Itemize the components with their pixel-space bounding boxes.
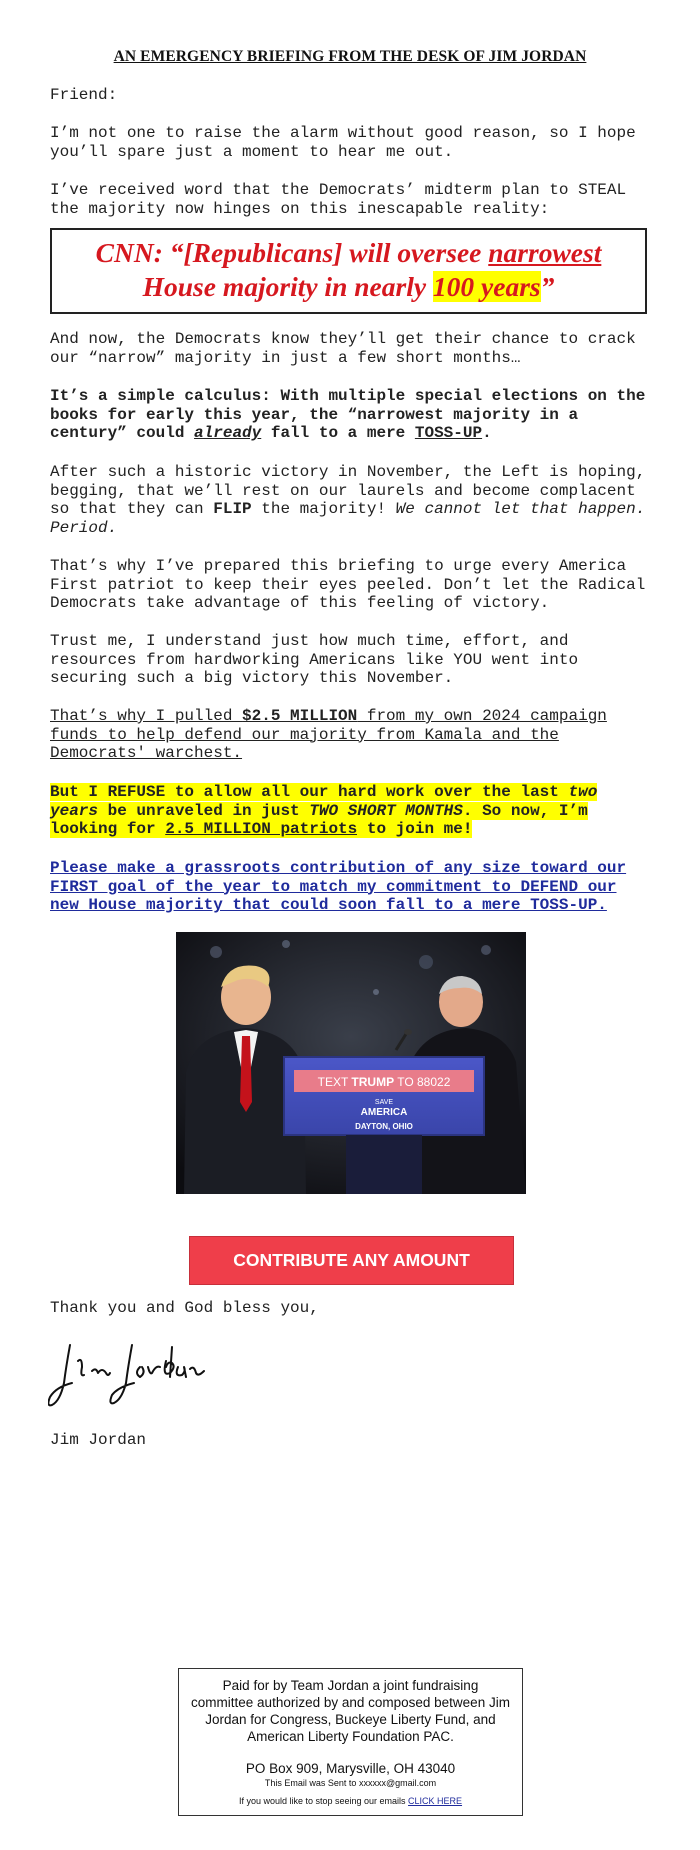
paragraph-stealing: I’ve received word that the Democrats’ midterm plan to STEAL the majority now hinges on this inescapable reality: <box>50 181 627 218</box>
contribute-any-amount-button[interactable]: CONTRIBUTE ANY AMOUNT <box>189 1236 514 1285</box>
victory-text: After such a historic victory in November, the Left is hoping, begging, that we’ll rest on our laurels and become complacent so that they can <box>50 463 646 518</box>
paragraph-crack-majority: And now, the Democrats know they’ll get their chance to crack our “narrow” majority in just a few short months… <box>50 330 636 367</box>
victory-cannot-let: We cannot let that happen. Period. <box>50 500 646 537</box>
mailing-address: PO Box 909, Marysville, OH 43040 <box>245 1761 456 1776</box>
sent-to-text: This Email was Sent to xxxxxx@gmail.com <box>264 1778 437 1788</box>
paragraph-trust-me: Trust me, I understand just how much time, effort, and resources from hardworking Americans like YOU went into securing such a big victory this November. <box>50 632 579 687</box>
callout-narrowest: narrowest <box>488 237 602 268</box>
callout-close-quote: ” <box>540 271 555 302</box>
paragraph-briefing: That’s why I’ve prepared this briefing to urge every America First patriot to keep their eyes peeled. Don’t let the Radical Democrats take advantage of this feeling of victory. <box>50 557 646 612</box>
podium-text-save: SAVE <box>374 1099 394 1106</box>
contribute-link-paragraph[interactable]: Please make a grassroots contribution of any size toward our FIRST goal of the year to match my commitment to DEFEND our new House majority that could soon fall to a mere TOSS-UP. <box>50 859 627 914</box>
refuse-text-2: be unraveled in just <box>98 801 310 820</box>
refuse-two-years: two years <box>50 783 598 820</box>
callout-text-1: CNN: “[Republicans] will oversee <box>95 237 489 268</box>
calculus-text: It’s a simple calculus: With multiple special elections on the books for early this year, the “narrowest majority in a century” could <box>50 387 646 442</box>
paragraph-intro: I’m not one to raise the alarm without good reason, so I hope you’ll spare just a moment to hear me out. <box>50 124 636 161</box>
unsubscribe-text: If you would like to stop seeing our emails <box>238 1796 409 1806</box>
refuse-patriots: 2.5 MILLION patriots <box>165 820 358 838</box>
unsubscribe-link[interactable]: CLICK HERE <box>408 1796 463 1806</box>
greeting: Friend: <box>50 86 118 104</box>
unsubscribe-line <box>179 1795 522 1807</box>
paragraph-historic-victory <box>50 463 650 537</box>
victory-flip: FLIP <box>213 500 252 518</box>
briefing-title: AN EMERGENCY BRIEFING FROM THE DESK OF JIM JORDAN <box>113 48 587 65</box>
refuse-text: But I REFUSE to allow all our hard work over the last <box>50 783 569 801</box>
sender-name: Jim Jordan <box>50 1431 147 1449</box>
rally-photo-illustration <box>176 932 526 1194</box>
footer-disclaimer-box <box>178 1668 523 1816</box>
paragraph-refuse <box>50 783 650 839</box>
closing-line: Thank you and God bless you, <box>50 1299 319 1317</box>
podium-text-line1: TEXT TRUMP TO 88022 <box>317 1075 451 1089</box>
paid-for-by-text: Paid for by Team Jordan a joint fundraising committee authorized by and composed between Jim Jordan for Congress, Buckeye Liberty Fund, and American Liberty Foundation PAC. <box>191 1678 510 1744</box>
million-amount: $2.5 MILLION <box>242 707 358 725</box>
paragraph-calculus <box>50 387 650 443</box>
jim-jordan-signature <box>48 1337 208 1409</box>
victory-text-2: the majority! <box>251 500 396 518</box>
million-text: That’s why I pulled <box>50 707 243 725</box>
paragraph-2-5-million <box>50 707 650 763</box>
calculus-text-2: fall to a mere <box>261 424 415 442</box>
refuse-text-3: . So now, I’m looking for <box>50 801 588 838</box>
refuse-join: to join me! <box>357 820 473 838</box>
calculus-toss-up: TOSS-UP <box>414 424 483 442</box>
callout-text-2: House majority in nearly <box>142 271 433 302</box>
callout-100-years: 100 years <box>432 271 541 302</box>
rally-photo[interactable] <box>176 932 526 1194</box>
calculus-period: . <box>482 424 492 442</box>
refuse-two-short-months: TWO SHORT MONTHS <box>309 801 463 820</box>
million-text-2: from my own 2024 campaign funds to help defend our majority from Kamala and the Democrats' warchest. <box>50 707 607 762</box>
podium-text-america: AMERICA <box>360 1107 408 1118</box>
calculus-already: already <box>194 424 262 442</box>
podium-text-dayton: DAYTON, OHIO <box>355 1122 413 1131</box>
cnn-quote-callout <box>50 228 647 314</box>
